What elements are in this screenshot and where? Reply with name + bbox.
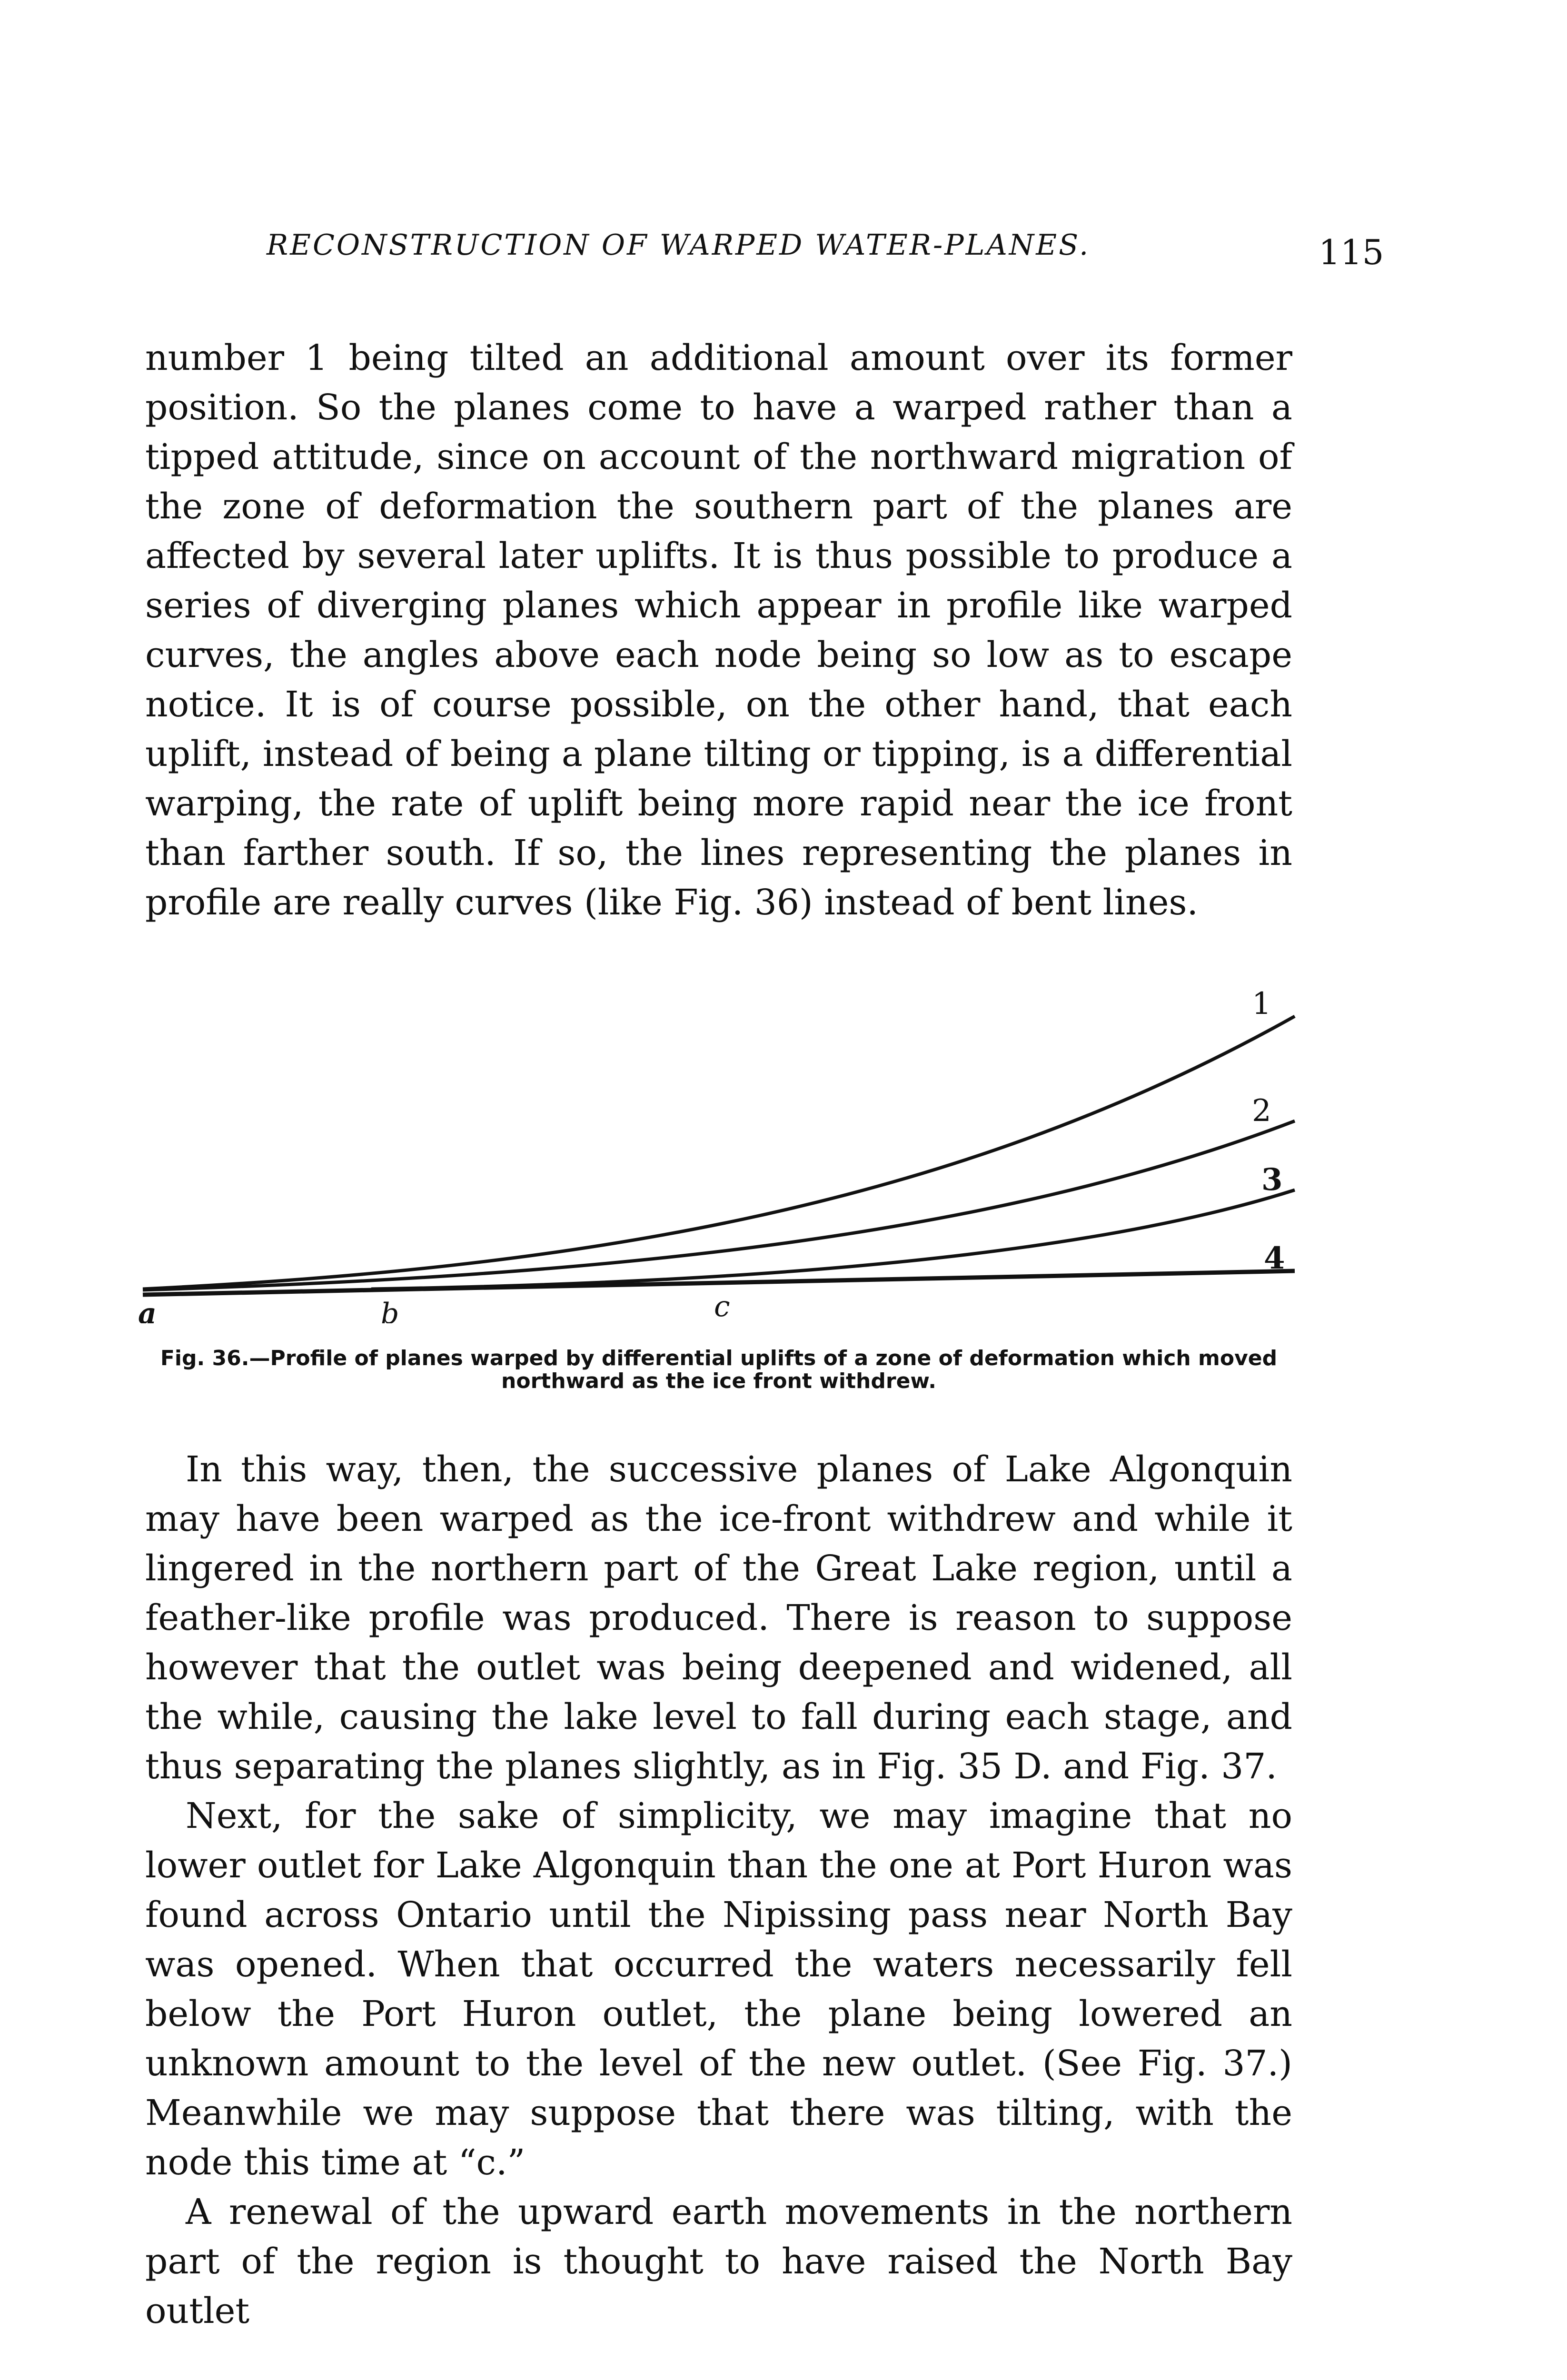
profile-diagram: [133, 990, 1304, 1323]
curve-label-4: 4: [1264, 1240, 1285, 1276]
text-block-lower: [145, 1445, 1292, 2336]
text-block-upper: [145, 333, 1292, 927]
figure-caption-text: —Profile of planes warped by differential uplifts of a zone of deformation which moved northward as the ice front withdrew.: [249, 1346, 1278, 1393]
plane-curve-2: [143, 1121, 1295, 1290]
paragraph-next: Next, for the sake of simplicity, we may imagine that no lower outlet for Lake Algonquin than the one at Port Huron was found across Ontario until the Nipissing pass near North Bay was opened. When that occurred the waters necessarily fell below the Port Huron outlet, the plane being lowered an unknown amount to the level of the new outlet. (See Fig. 37.) Meanwhile we may suppose that there was tilting, with the node this time at “c.”: [145, 1795, 1292, 2183]
figure-caption-label: Fig. 36.: [160, 1346, 249, 1370]
point-label-c: c: [714, 1290, 730, 1323]
page-number: 115: [1319, 232, 1384, 272]
paragraph-renewal: A renewal of the upward earth movements in the northern part of the region is thought to have raised the North Bay outlet: [145, 2192, 1292, 2331]
curve-label-1: 1: [1252, 990, 1271, 1021]
plane-curve-1: [143, 1016, 1295, 1289]
paragraph-lake-algonquin: In this way, then, the successive planes of Lake Algonquin may have been warped as the ice-front withdrew and while it lingered in the northern part of the Great Lake region, until a feather-like profile was produced. There is reason to suppose however that the outlet was being deepened and widened, all the while, causing the lake level to fall during each stage, and thus separating the planes slightly, as in Fig. 35 D. and Fig. 37.: [145, 1449, 1292, 1787]
point-label-a: a: [138, 1297, 157, 1323]
point-label-b: b: [381, 1297, 399, 1323]
curve-label-2: 2: [1252, 1093, 1271, 1129]
figure-36: [133, 990, 1304, 1323]
figure-caption: [138, 1347, 1299, 1393]
paragraph-continued: number 1 being tilted an additional amount over its former position. So the planes come to have a warped rather than a tipped attitude, since on account of the northward migration of the zone of deformation the southern part of the planes are affected by several later uplifts. It is thus possible to produce a series of diverging planes which appear in profile like warped curves, the angles above each node being so low as to escape notice. It is of course possible, on the other hand, that each uplift, instead of being a plane tilting or tipping, is a differential warping, the rate of uplift being more rapid near the ice front than farther south. If so, the lines representing the planes in profile are really curves (like Fig. 36) instead of bent lines.: [145, 337, 1292, 923]
running-head: RECONSTRUCTION OF WARPED WATER-PLANES.: [267, 228, 1091, 262]
curve-label-3: 3: [1261, 1162, 1283, 1198]
